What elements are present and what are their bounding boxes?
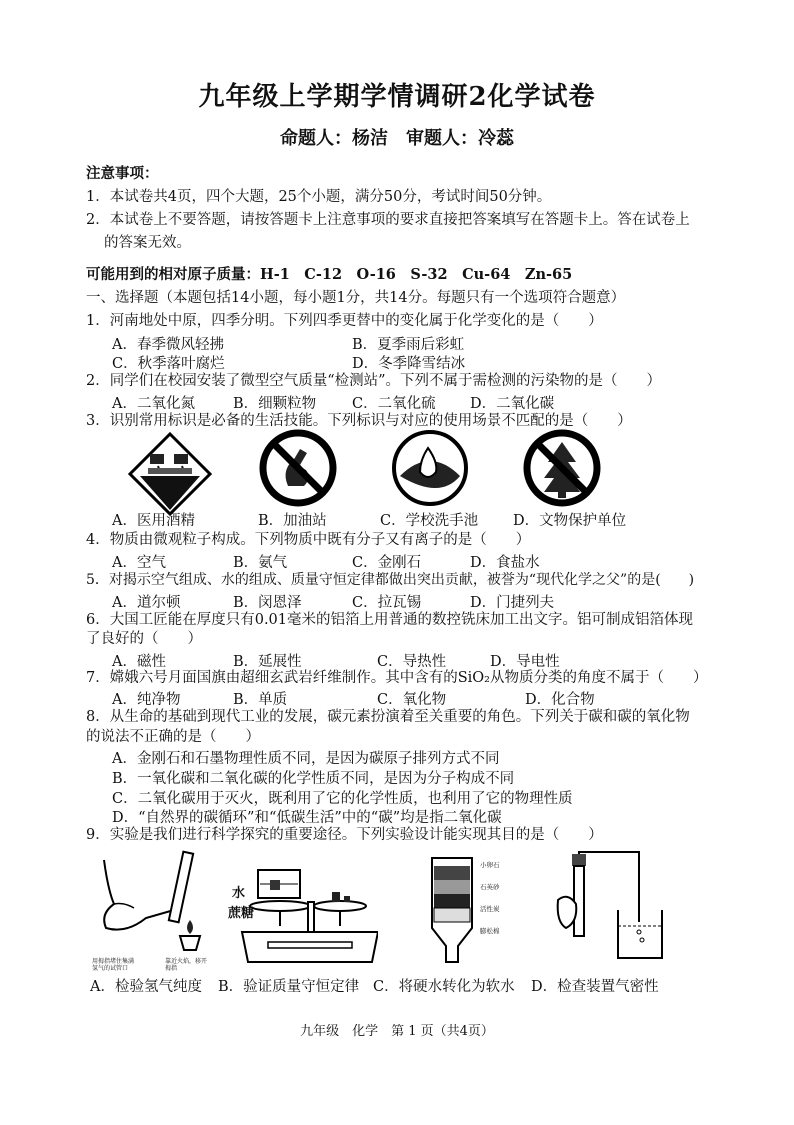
exam-title: 九年级上学期学情调研2化学试卷: [198, 82, 596, 112]
exam-authors: 命题人：杨洁 审题人：冷蕊: [280, 128, 514, 149]
q9-option-a: A．检验氢气纯度: [90, 979, 202, 995]
q8-option-c: C．二氧化碳用于灭火，既利用了它的化学性质，也利用了它的物理性质: [112, 791, 573, 807]
question-4-stem: 4．物质由微观粒子构成。下列物质中既有分子又有离子的是（ ）: [86, 532, 531, 548]
q7-option-c: C．氧化物: [377, 692, 447, 708]
fig-a-note-2: 氢气的试管口: [92, 965, 129, 972]
question-6-stem-cont: 了良好的（ ）: [86, 631, 202, 647]
q7-option-a: A．纯净物: [112, 692, 181, 708]
fig-c-label-3: 活性炭: [480, 905, 500, 913]
q2-option-c: C．二氧化硫: [352, 396, 436, 412]
no-fire-sign-icon: [258, 428, 338, 508]
water-filter-illustration: [426, 852, 478, 968]
fig-b-water-label: 水: [232, 886, 246, 901]
q9-option-c: C．将硬水转化为软水: [373, 979, 515, 995]
question-9-stem: 9．实验是我们进行科学探究的重要途径。下列实验设计能实现其目的是（ ）: [86, 827, 603, 843]
fig-a-note-left: [92, 958, 162, 972]
question-8-stem-cont: 的说法不正确的是（ ）: [86, 729, 260, 745]
fig-c-label-1: 小卵石: [480, 861, 500, 869]
q8-option-b: B．一氧化碳和二氧化碳的化学性质不同，是因为分子构成不同: [112, 771, 515, 787]
question-8-stem: 8．从生命的基础到现代工业的发展，碳元素扮演着至关重要的角色。下列关于碳和碳的氧化物: [86, 709, 690, 725]
fig-c-label-4: 膨松棉: [480, 927, 500, 935]
q5-option-a: A．道尔顿: [112, 595, 181, 611]
q4-option-d: D．食盐水: [470, 555, 540, 571]
question-1-stem: 1．河南地处中原，四季分明。下列四季更替中的变化属于化学变化的是（ ）: [86, 313, 603, 329]
water-saving-sign-icon: [390, 428, 470, 508]
page-footer: 九年级 化学 第 1 页（共4页）: [300, 1024, 494, 1039]
no-logging-sign-icon: [522, 428, 602, 508]
q4-option-a: A．空气: [112, 555, 166, 571]
fig-a-note-3: 靠近火焰，移开: [165, 958, 208, 965]
corrosive-sign-icon: [128, 432, 212, 516]
notes-item-2-cont: 的答案无效。: [104, 235, 191, 251]
q6-option-c: C．导热性: [377, 654, 447, 670]
notes-item-1: 1．本试卷共4页，四个大题，25个小题，满分50分，考试时间50分钟。: [86, 189, 552, 205]
q5-option-d: D．门捷列夫: [470, 595, 555, 611]
q1-option-c: C．秋季落叶腐烂: [112, 356, 225, 372]
q2-option-b: B．细颗粒物: [233, 396, 317, 412]
q6-option-d: D．导电性: [490, 654, 560, 670]
q3-option-b: B．加油站: [258, 513, 327, 529]
q9-option-d: D．检查装置气密性: [531, 979, 659, 995]
q3-option-c: C．学校洗手池: [380, 513, 479, 529]
airtightness-illustration: [552, 850, 672, 966]
q5-option-b: B．闵恩泽: [233, 595, 302, 611]
hydrogen-test-illustration: [90, 850, 220, 960]
notes-item-2: 2．本试卷上不要答题，请按答题卡上注意事项的要求直接把答案填写在答题卡上。答在试卷上: [86, 212, 690, 228]
q3-option-a: A．医用酒精: [112, 513, 195, 529]
question-3-stem: 3．识别常用标识是必备的生活技能。下列标识与对应的使用场景不匹配的是（ ）: [86, 413, 632, 429]
q1-option-a: A．春季微风轻拂: [112, 337, 224, 353]
q8-option-d: D．“自然界的碳循环”和“低碳生活”中的“碳”均是指二氧化碳: [112, 810, 502, 826]
fig-c-label-2: 石英砂: [480, 883, 500, 891]
fig-a-note-right: [165, 958, 220, 972]
q7-option-d: D．化合物: [525, 692, 595, 708]
q4-option-c: C．金刚石: [352, 555, 422, 571]
q2-option-d: D．二氧化碳: [470, 396, 555, 412]
question-2-stem: 2．同学们在校园安装了微型空气质量“检测站”。下列不属于需检测的污染物的是（ ）: [86, 373, 662, 389]
fig-a-note-4: 拇指: [165, 965, 178, 972]
q6-option-a: A．磁性: [112, 654, 166, 670]
fig-a-note-1: 用拇指堵住集满: [92, 958, 135, 965]
q3-option-d: D．文物保护单位: [513, 513, 627, 529]
q8-option-a: A．金刚石和石墨物理性质不同，是因为碳原子排列方式不同: [112, 751, 500, 767]
q2-option-a: A．二氧化氮: [112, 396, 195, 412]
q9-option-b: B．验证质量守恒定律: [218, 979, 360, 995]
q7-option-b: B．单质: [233, 692, 288, 708]
q4-option-b: B．氨气: [233, 555, 288, 571]
question-7-stem: 7．嫦娥六号月面国旗由超细玄武岩纤维制作。其中含有的SiO₂从物质分类的角度不属于（ ）: [86, 670, 708, 686]
fig-b-sugar-label: 蔗糖: [228, 906, 255, 921]
q1-option-d: D．冬季降雪结冰: [352, 356, 466, 372]
q6-option-b: B．延展性: [233, 654, 302, 670]
question-5-stem: 5．对揭示空气组成、水的组成、质量守恒定律都做出突出贡献，被誉为“现代化学之父”的是( ): [86, 572, 695, 588]
q5-option-c: C．拉瓦锡: [352, 595, 422, 611]
atomic-masses: 可能用到的相对原子质量：H-1 C-12 O-16 S-32 Cu-64 Zn-65: [86, 266, 573, 283]
section-heading: 一、选择题（本题包括14小题，每小题1分，共14分。每题只有一个选项符合题意）: [86, 290, 626, 306]
q1-option-b: B．夏季雨后彩虹: [352, 337, 465, 353]
question-6-stem: 6．大国工匠能在厚度只有0.01毫米的铝箔上用普通的数控铣床加工出文字。铝可制成铝箔体现: [86, 612, 694, 628]
notes-heading: 注意事项：: [86, 165, 159, 182]
